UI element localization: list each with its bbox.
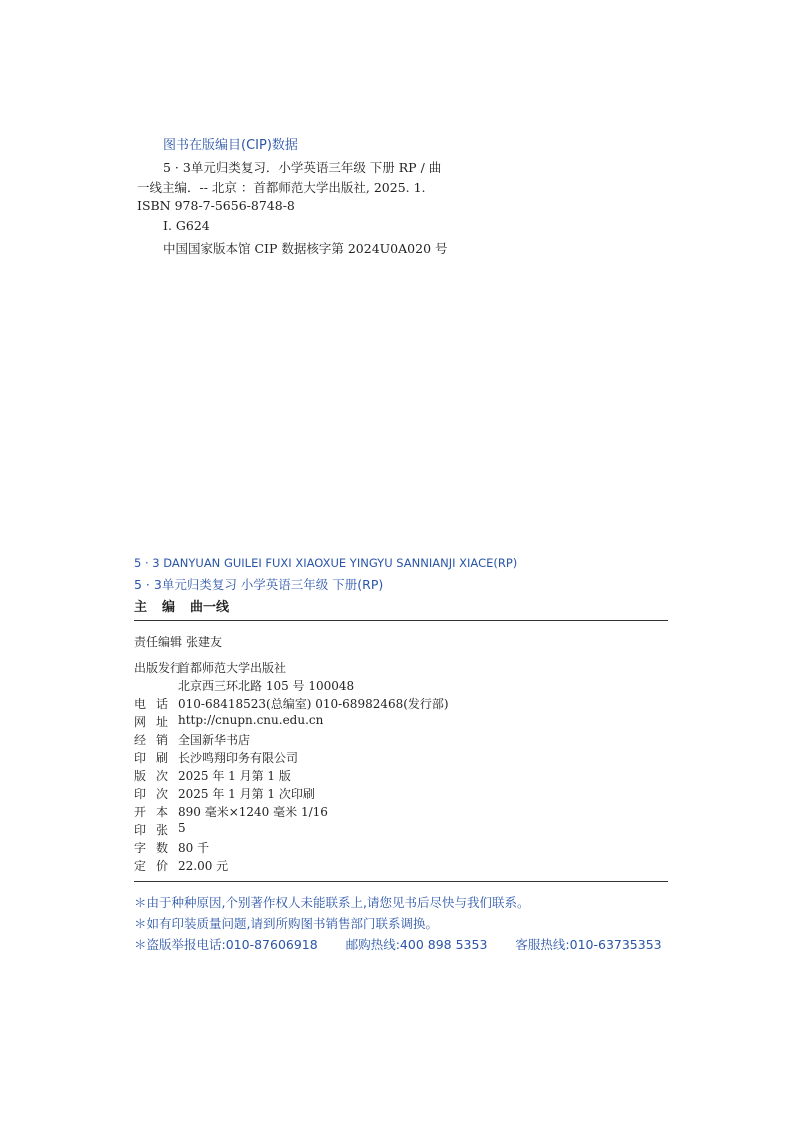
distributor-label bbox=[134, 731, 170, 748]
customer-service-hotline: 客服热线:010-63735353 bbox=[515, 937, 662, 952]
divider-bottom bbox=[134, 881, 668, 882]
impression-label bbox=[134, 785, 170, 802]
sheets-label-a: 印 bbox=[134, 823, 147, 837]
cip-line-2: 一线主编．-- 北京 ：首都师范大学出版社, 2025. 1. bbox=[137, 180, 426, 195]
cip-title: 图书在版编目(CIP)数据 bbox=[163, 138, 298, 153]
publisher-label: 出版发行 bbox=[134, 661, 183, 675]
sheets-label bbox=[134, 821, 170, 838]
mail-order-hotline: 邮购热线:400 898 5353 bbox=[345, 937, 488, 952]
cip-line-1: 5 · 3单元归类复习．小学英语三年级 下册 RP / 曲 bbox=[163, 160, 442, 175]
edition-value: 2025 年 1 月第 1 版 bbox=[178, 769, 291, 783]
price-label-b: 价 bbox=[156, 859, 169, 873]
notice-copyright: ＊由于种种原因,个别著作权人未能联系上,请您见书后尽快与我们联系。 bbox=[134, 895, 530, 910]
price-label-a: 定 bbox=[134, 859, 147, 873]
phone-label-b: 话 bbox=[156, 697, 169, 711]
impression-label-b: 次 bbox=[156, 787, 169, 801]
chief-editor-name: 曲一线 bbox=[190, 600, 230, 615]
book-chinese-title: 5 · 3单元归类复习 小学英语三年级 下册(RP) bbox=[134, 577, 384, 592]
price-value: 22.00 元 bbox=[178, 859, 229, 873]
printer-value: 长沙鸣翔印务有限公司 bbox=[178, 751, 299, 765]
sheets-value: 5 bbox=[178, 821, 186, 835]
impression-value: 2025 年 1 月第 1 次印刷 bbox=[178, 787, 315, 801]
word-count-label-b: 数 bbox=[156, 841, 169, 855]
edition-label-a: 版 bbox=[134, 769, 147, 783]
resp-editor-label: 责任编辑 bbox=[134, 635, 183, 649]
format-label-a: 开 bbox=[134, 805, 147, 819]
publisher-address: 北京西三环北路 105 号 100048 bbox=[178, 679, 355, 693]
word-count-label bbox=[134, 839, 170, 856]
cip-isbn: ISBN 978-7-5656-8748-8 bbox=[137, 198, 295, 213]
printer-label-a: 印 bbox=[134, 751, 147, 765]
edition-label-b: 次 bbox=[156, 769, 169, 783]
chief-editor-row bbox=[134, 596, 229, 615]
distributor-label-a: 经 bbox=[134, 733, 147, 747]
resp-editor-value: 张建友 bbox=[186, 635, 223, 649]
chief-editor-label-a: 主 bbox=[134, 600, 148, 615]
notice-quality: ＊如有印装质量问题,请到所购图书销售部门联系调换。 bbox=[134, 916, 438, 931]
distributor-label-b: 销 bbox=[156, 733, 169, 747]
divider-top bbox=[134, 620, 668, 621]
format-value: 890 毫米×1240 毫米 1/16 bbox=[178, 805, 328, 819]
book-pinyin-title: 5 · 3 DANYUAN GUILEI FUXI XIAOXUE YINGYU SANNIANJI XIACE(RP) bbox=[134, 556, 518, 570]
publisher-value: 首都师范大学出版社 bbox=[178, 661, 287, 675]
cip-classification: Ⅰ. G624 bbox=[163, 218, 210, 233]
phone-value: 010-68418523(总编室) 010-68982468(发行部) bbox=[178, 697, 449, 711]
printer-label bbox=[134, 749, 170, 766]
phone-label bbox=[134, 695, 170, 712]
word-count-value: 80 千 bbox=[178, 841, 210, 855]
website-value[interactable]: http://cnupn.cnu.edu.cn bbox=[178, 713, 324, 727]
website-label-a: 网 bbox=[134, 715, 147, 729]
website-label bbox=[134, 713, 170, 730]
notice-hotlines bbox=[134, 935, 662, 953]
printer-label-b: 刷 bbox=[156, 751, 169, 765]
chief-editor-label-b: 编 bbox=[162, 600, 176, 615]
price-label bbox=[134, 857, 170, 874]
distributor-value: 全国新华书店 bbox=[178, 733, 251, 747]
sheets-label-b: 张 bbox=[156, 823, 169, 837]
edition-label bbox=[134, 767, 170, 784]
website-label-b: 址 bbox=[156, 715, 169, 729]
word-count-label-a: 字 bbox=[134, 841, 147, 855]
cip-record-number: 中国国家版本馆 CIP 数据核字第 2024U0A020 号 bbox=[163, 241, 448, 256]
format-label bbox=[134, 803, 170, 820]
impression-label-a: 印 bbox=[134, 787, 147, 801]
phone-label-a: 电 bbox=[134, 697, 147, 711]
format-label-b: 本 bbox=[156, 805, 169, 819]
piracy-hotline: ＊盗版举报电话:010-87606918 bbox=[134, 937, 318, 952]
